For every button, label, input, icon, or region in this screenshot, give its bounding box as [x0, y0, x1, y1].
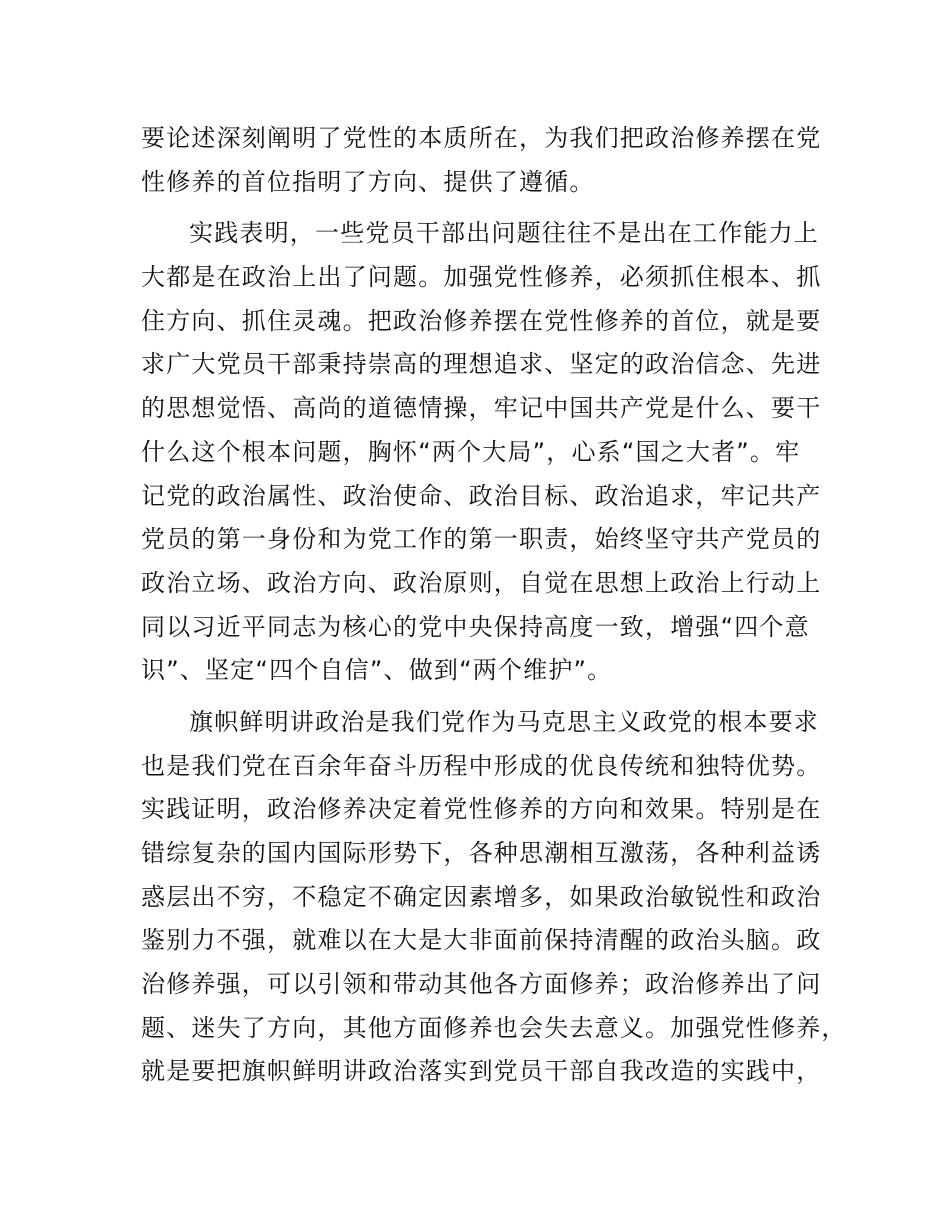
paragraph-line: 也是我们党在百余年奋斗历程中形成的优良传统和独特优势。 [141, 751, 822, 780]
paragraph-line: 旗帜鲜明讲政治是我们党作为马克思主义政党的根本要求 [189, 707, 819, 736]
paragraph-line: 性修养的首位指明了方向、提供了遵循。 [141, 167, 595, 196]
paragraph-line: 大都是在政治上出了问题。加强党性修养，必须抓住根本、抓 [141, 263, 822, 292]
paragraph-line: 什么这个根本问题，胸怀“两个大局”，心系“国之大者”。牢 [141, 437, 801, 466]
paragraph-line: 题、迷失了方向，其他方面修养也会失去意义。加强党性修养， [141, 1013, 847, 1042]
paragraph-line: 识”、坚定“四个自信”、做到“两个维护”。 [141, 656, 613, 685]
paragraph-line: 治修养强，可以引领和带动其他各方面修养；政治修养出了问 [141, 970, 822, 999]
paragraph-line: 记党的政治属性、政治使命、政治目标、政治追求，牢记共产 [141, 481, 822, 510]
paragraph-line: 鉴别力不强，就难以在大是大非面前保持清醒的政治头脑。政 [141, 926, 822, 955]
paragraph-3 [141, 701, 847, 1094]
paragraph-2 [141, 212, 841, 693]
paragraph-1 [141, 117, 841, 204]
paragraph-line: 的思想觉悟、高尚的道德情操，牢记中国共产党是什么、要干 [141, 394, 822, 423]
document-body [141, 117, 847, 1094]
paragraph-line: 就是要把旗帜鲜明讲政治落实到党员干部自我改造的实践中， [141, 1057, 822, 1086]
paragraph-line: 住方向、抓住灵魂。把政治修养摆在党性修养的首位，就是要 [141, 306, 822, 335]
paragraph-line: 政治立场、政治方向、政治原则，自觉在思想上政治上行动上 [141, 568, 822, 597]
paragraph-line: 求广大党员干部秉持崇高的理想追求、坚定的政治信念、先进 [141, 350, 822, 379]
paragraph-line: 实践证明，政治修养决定着党性修养的方向和效果。特别是在 [141, 795, 822, 824]
paragraph-line: 惑层出不穷，不稳定不确定因素增多，如果政治敏锐性和政治 [141, 882, 822, 911]
paragraph-line: 要论述深刻阐明了党性的本质所在，为我们把政治修养摆在党 [141, 124, 822, 152]
paragraph-line: 错综复杂的国内国际形势下，各种思潮相互激荡，各种利益诱 [141, 839, 822, 867]
paragraph-line: 同以习近平同志为核心的党中央保持高度一致，增强“四个意 [141, 612, 810, 641]
paragraph-line: 党员的第一身份和为党工作的第一职责，始终坚守共产党员的 [141, 525, 822, 554]
paragraph-line: 实践表明，一些党员干部出问题往往不是出在工作能力上 [189, 219, 819, 248]
